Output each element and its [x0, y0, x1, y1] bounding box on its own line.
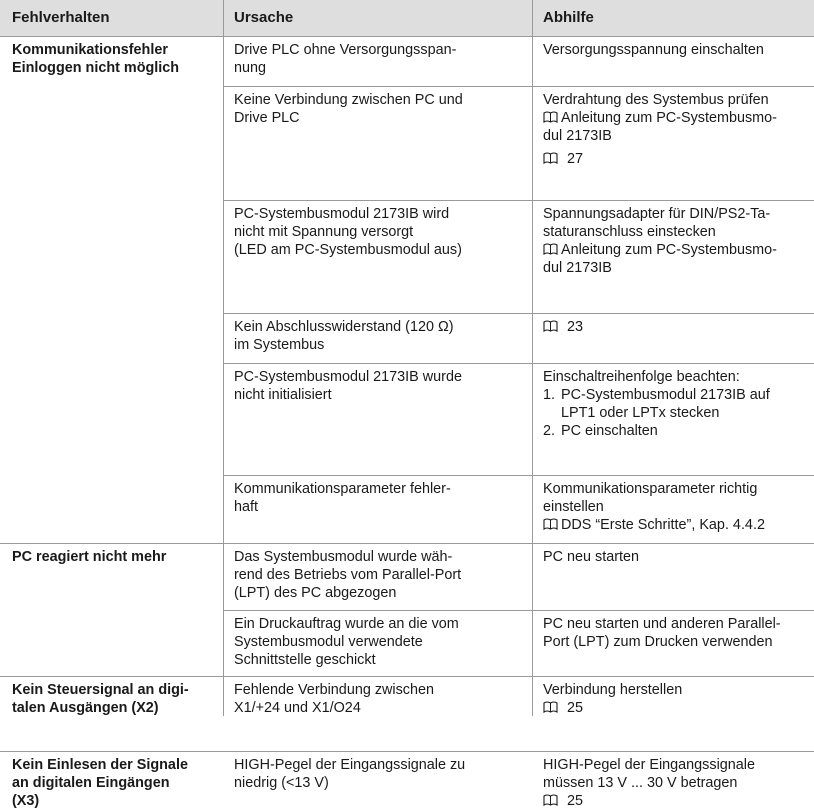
abhilfe-cell	[543, 615, 811, 651]
fehlverhalten-line: talen Ausgängen (X2)	[12, 700, 159, 716]
abhilfe-line: einstellen	[543, 499, 604, 515]
ursache-cell	[234, 318, 520, 354]
row-divider	[0, 751, 814, 752]
abhilfe-line: Spannungsadapter für DIN/PS2-Ta-	[543, 206, 771, 222]
ursache-cell	[234, 41, 520, 77]
ursache-line: PC-Systembusmodul 2173IB wird	[234, 206, 450, 222]
abhilfe-line: HIGH-Pegel der Eingangssignale	[543, 757, 755, 773]
step-number: 1.	[543, 387, 556, 403]
row-divider	[223, 86, 814, 87]
header-fehlverhalten: Fehlverhalten	[12, 9, 110, 26]
page-number: 23	[567, 319, 584, 335]
numbered-step	[543, 422, 811, 440]
column-divider-1	[223, 0, 224, 716]
column-divider-2	[532, 0, 533, 716]
ursache-line: nicht initialisiert	[234, 387, 332, 403]
ursache-line: Drive PLC ohne Versorgungsspan-	[234, 42, 457, 58]
book-icon	[543, 243, 558, 255]
row-divider	[223, 475, 814, 476]
abhilfe-cell	[543, 91, 811, 168]
abhilfe-line: Verbindung herstellen	[543, 682, 683, 698]
abhilfe-reference-line[interactable]	[543, 109, 811, 127]
row-divider	[0, 543, 814, 544]
page-reference-line[interactable]	[543, 792, 811, 810]
step-text: PC-Systembusmodul 2173IB auf	[561, 387, 770, 403]
ursache-cell	[234, 756, 520, 792]
ursache-line: Kein Abschlusswiderstand (120 Ω)	[234, 319, 454, 335]
fehlverhalten-line: (X3)	[12, 793, 40, 809]
step-text: LPT1 oder LPTx stecken	[561, 405, 720, 421]
fehlverhalten-line: Kein Einlesen der Signale	[12, 757, 188, 773]
row-divider	[0, 676, 814, 677]
abhilfe-cell	[543, 368, 811, 440]
abhilfe-line: müssen 13 V ... 30 V betragen	[543, 775, 738, 791]
ursache-cell	[234, 91, 520, 127]
ursache-line: Ein Druckauftrag wurde an die vom	[234, 616, 459, 632]
abhilfe-line: dul 2173IB	[543, 260, 612, 276]
reference-text: DDS “Erste Schritte”, Kap. 4.4.2	[561, 517, 765, 533]
abhilfe-reference-line[interactable]	[543, 516, 811, 534]
row-divider	[0, 36, 814, 37]
header-ursache: Ursache	[234, 9, 294, 26]
reference-text: Anleitung zum PC-Systembusmo-	[561, 242, 777, 258]
abhilfe-line: PC neu starten und anderen Parallel-	[543, 616, 781, 632]
row-divider	[223, 200, 814, 201]
book-icon	[543, 518, 558, 530]
ursache-line: Kommunikationsparameter fehler-	[234, 481, 451, 497]
fehlverhalten-cell	[12, 681, 208, 717]
book-icon	[543, 320, 558, 332]
ursache-line: niedrig (<13 V)	[234, 775, 329, 791]
ursache-line: (LPT) des PC abgezogen	[234, 585, 397, 601]
abhilfe-cell	[543, 205, 811, 277]
fehlverhalten-line: PC reagiert nicht mehr	[12, 549, 167, 565]
fehlverhalten-cell	[12, 548, 208, 566]
abhilfe-line: staturanschluss einstecken	[543, 224, 716, 240]
page-number: 25	[567, 700, 584, 716]
ursache-line: X1/+24 und X1/O24	[234, 700, 361, 716]
step-number: 2.	[543, 423, 556, 439]
fehlverhalten-line: Kommunikationsfehler	[12, 42, 168, 58]
row-divider	[223, 313, 814, 314]
abhilfe-reference-line[interactable]	[543, 241, 811, 259]
reference-text: Anleitung zum PC-Systembusmo-	[561, 110, 777, 126]
abhilfe-cell	[543, 41, 811, 59]
ursache-cell	[234, 368, 520, 404]
numbered-step	[543, 386, 811, 404]
fehlverhalten-cell	[12, 756, 208, 810]
ursache-line: Systembusmodul verwendete	[234, 634, 423, 650]
abhilfe-cell	[543, 548, 811, 566]
fehlverhalten-line: Kein Steuersignal an digi-	[12, 682, 189, 698]
ursache-line: Drive PLC	[234, 110, 300, 126]
abhilfe-cell	[543, 681, 811, 717]
fehlverhalten-line: an digitalen Eingängen	[12, 775, 170, 791]
abhilfe-cell	[543, 756, 811, 810]
book-icon	[543, 701, 558, 713]
ursache-line: Das Systembusmodul wurde wäh-	[234, 549, 453, 565]
book-icon	[543, 794, 558, 806]
abhilfe-line: Port (LPT) zum Drucken verwenden	[543, 634, 773, 650]
ursache-line: haft	[234, 499, 259, 515]
numbered-step-continuation	[543, 404, 811, 422]
ursache-line: im Systembus	[234, 337, 325, 353]
row-divider	[223, 610, 814, 611]
ursache-line: nung	[234, 60, 267, 76]
abhilfe-line: dul 2173IB	[543, 128, 612, 144]
abhilfe-cell	[543, 318, 811, 336]
page-reference-line[interactable]	[543, 318, 811, 336]
page-number: 25	[567, 793, 584, 809]
header-abhilfe: Abhilfe	[543, 9, 594, 26]
page-reference-line[interactable]	[543, 150, 811, 168]
ursache-cell	[234, 681, 520, 717]
ursache-line: Fehlende Verbindung zwischen	[234, 682, 435, 698]
ursache-line: Keine Verbindung zwischen PC und	[234, 92, 463, 108]
ursache-cell	[234, 480, 520, 516]
ursache-line: (LED am PC-Systembusmodul aus)	[234, 242, 462, 258]
fehlverhalten-cell	[12, 41, 208, 77]
page-reference-line[interactable]	[543, 699, 811, 717]
abhilfe-line: Einschaltreihenfolge beachten:	[543, 369, 740, 385]
ursache-line: HIGH-Pegel der Eingangssignale zu	[234, 757, 466, 773]
ursache-line: nicht mit Spannung versorgt	[234, 224, 414, 240]
fehlverhalten-line: Einloggen nicht möglich	[12, 60, 180, 76]
ursache-line: rend des Betriebs vom Parallel-Port	[234, 567, 462, 583]
ursache-cell	[234, 548, 520, 602]
abhilfe-line: Versorgungsspannung einschalten	[543, 42, 764, 58]
abhilfe-cell	[543, 480, 811, 534]
ursache-line: Schnittstelle geschickt	[234, 652, 376, 668]
row-divider	[223, 363, 814, 364]
page-number: 27	[567, 151, 584, 167]
book-icon	[543, 152, 558, 164]
ursache-line: PC-Systembusmodul 2173IB wurde	[234, 369, 462, 385]
ursache-cell	[234, 205, 520, 259]
ursache-cell	[234, 615, 520, 669]
abhilfe-line: PC neu starten	[543, 549, 639, 565]
abhilfe-line: Kommunikationsparameter richtig	[543, 481, 758, 497]
step-text: PC einschalten	[561, 423, 658, 439]
abhilfe-line: Verdrahtung des Systembus prüfen	[543, 92, 769, 108]
book-icon	[543, 111, 558, 123]
